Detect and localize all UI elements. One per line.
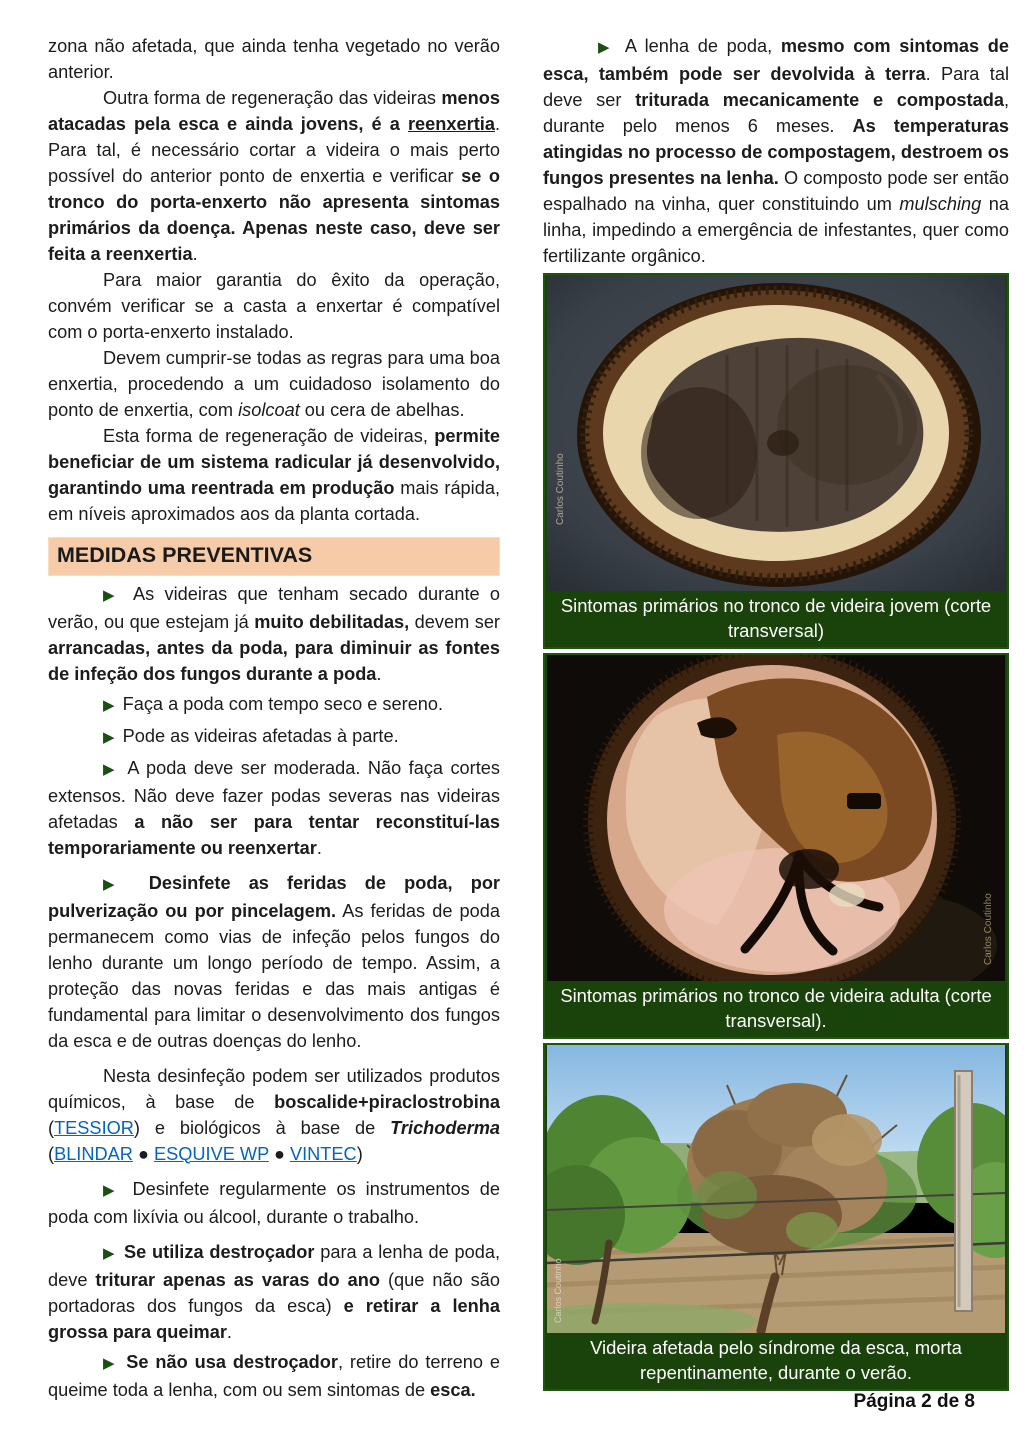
paragraph	[48, 33, 500, 85]
text-run: esca.	[430, 1379, 476, 1400]
bullet-arrow-icon: ▶	[103, 728, 123, 746]
text-run: para a lenha de poda, deve	[48, 1241, 501, 1290]
figure-caption: Sintomas primários no tronco de videira jovem (corte transversal)	[545, 591, 1007, 647]
bullet-paragraph	[543, 33, 1009, 269]
bullet-arrow-icon: ▶	[103, 1244, 125, 1262]
text-run: (que não são portadoras dos fungos da esca)	[48, 1269, 500, 1316]
text-run: permite beneficiar de um sistema radicular já desenvolvido, garantindo uma reentrada em produção	[48, 426, 500, 498]
text-run: (	[48, 1117, 55, 1138]
text-run: .	[316, 837, 322, 858]
figure-trunk-adult	[543, 653, 1009, 1039]
bullet-paragraph	[48, 870, 500, 1054]
trunk-adult-photo	[547, 655, 1005, 981]
text-run: Desinfete regularmente os instrumentos de poda com lixívia ou álcool, durante o trabalho.	[48, 1178, 500, 1227]
text-run: boscalide+piraclostrobina	[274, 1091, 500, 1112]
text-run: .	[192, 244, 198, 264]
link-vintec[interactable]: VINTEC	[289, 1143, 357, 1164]
bullet-paragraph	[48, 1239, 500, 1345]
text-run: Se utiliza destroçador	[124, 1241, 315, 1262]
bullet-paragraph	[48, 723, 500, 751]
text-run: mais rápida, em níveis aproximados aos da planta cortada.	[48, 478, 500, 524]
text-run: Outra forma de regeneração das videiras	[103, 88, 442, 108]
text-run: ) e biológicos à base de	[133, 1117, 391, 1138]
bullet-paragraph	[48, 1176, 500, 1230]
text-run: Esta forma de regeneração de videiras,	[103, 426, 435, 446]
text-run: )	[356, 1143, 363, 1164]
page-number: Página 2 de 8	[853, 1391, 975, 1412]
text-run: Faça a poda com tempo seco e sereno.	[122, 693, 444, 714]
text-run: (	[48, 1143, 55, 1164]
figure-trunk-young	[543, 273, 1009, 649]
trunk-young-photo	[547, 275, 1005, 591]
right-column	[543, 33, 1009, 1391]
text-run: Para maior garantia do êxito da operação, convém verificar se a casta a enxertar é compatível com o porta-enxerto instalado.	[48, 270, 500, 342]
text-run: Desinfete as feridas de poda, por pulverização ou por pincelagem.	[48, 872, 501, 921]
text-run: O composto pode ser então espalhado na vinha, quer constituindo um	[543, 168, 1009, 214]
trunk-adult-cross-section-illustration	[547, 655, 1005, 981]
text-run: ou cera de abelhas.	[299, 400, 465, 420]
bullet-arrow-icon: ▶	[103, 586, 134, 604]
bullet-paragraph	[48, 691, 500, 719]
text-run: . Para tal, é necessário cortar a videira o mais perto possível do anterior ponto de enxertia e verificar	[48, 114, 500, 186]
bullet-arrow-icon: ▶	[103, 696, 123, 714]
text-run: Pode as videiras afetadas à parte.	[122, 725, 399, 746]
text-run: A lenha de poda,	[624, 36, 781, 56]
bullet-paragraph	[48, 581, 500, 687]
text-run: isolcoat	[238, 400, 300, 420]
paragraph	[48, 267, 500, 345]
vineyard-illustration	[547, 1045, 1005, 1333]
right-column-text	[543, 33, 1009, 269]
bullet-paragraph	[48, 755, 500, 861]
bullet-paragraph	[48, 1349, 500, 1403]
bullet-arrow-icon: ▶	[103, 1181, 133, 1199]
paragraph	[48, 85, 500, 267]
text-run: mulsching	[899, 194, 982, 214]
text-run: , retire do terreno e queime toda a lenha, com ou sem sintomas de	[48, 1351, 500, 1400]
text-run: arrancadas, antes da poda, para diminuir as fontes de infeção dos fungos durante a poda	[48, 637, 500, 684]
text-run: triturar apenas as varas do ano	[95, 1269, 380, 1290]
text-run: As videiras que tenham secado durante o verão, ou que estejam já	[48, 583, 501, 632]
text-run: devem ser	[409, 611, 500, 632]
bullet-arrow-icon: ▶	[103, 1354, 127, 1372]
paragraph	[48, 345, 500, 423]
text-run: .	[226, 1321, 232, 1342]
photo-watermark: Carlos Coutinho	[553, 1258, 563, 1323]
left-column	[48, 33, 500, 1403]
bullet-arrow-icon: ▶	[103, 875, 149, 893]
figure-caption: Videira afetada pelo síndrome da esca, morta repentinamente, durante o verão.	[545, 1333, 1007, 1389]
text-run: ●	[268, 1143, 290, 1164]
text-run: menos atacadas pela esca e ainda jovens, é a	[48, 88, 500, 134]
text-run: e retirar a lenha grossa para queimar	[48, 1295, 500, 1342]
bullet-arrow-icon: ▶	[598, 39, 625, 56]
text-run: na linha, impedindo a emergência de infestantes, quer como fertilizante orgânico.	[543, 194, 1009, 266]
text-run: , durante pelo menos 6 meses.	[543, 90, 1009, 136]
text-run: reenxertia	[407, 114, 495, 134]
paragraph	[48, 1063, 500, 1167]
text-run: Devem cumprir-se todas as regras para uma boa enxertia, procedendo a um cuidadoso isolamento do ponto de enxertia, com	[48, 348, 500, 420]
text-run: Trichoderma	[390, 1117, 500, 1138]
text-run: . Para tal deve ser	[543, 64, 1009, 110]
bullet-arrow-icon: ▶	[103, 760, 128, 778]
photo-watermark: Carlos Coutinho	[555, 453, 566, 525]
text-run: ●	[132, 1143, 154, 1164]
text-run: As feridas de poda permanecem como vias de infeção pelos fungos do lenho durante um longo período de tempo. Assim, a proteção das novas feridas e das mais antigas é fundamental para limitar o desenvolvimento dos fungos da esca e de outras doenças do lenho.	[48, 900, 500, 1051]
text-run: se o tronco do porta-enxerto não apresenta sintomas primários da doença. Apenas neste caso, deve ser feita a reenxertia	[48, 166, 500, 264]
figure-vineyard	[543, 1043, 1009, 1391]
photo-watermark: Carlos Coutinho	[983, 893, 994, 965]
link-blindar[interactable]: BLINDAR	[54, 1143, 133, 1164]
trunk-young-cross-section-illustration	[547, 275, 1005, 591]
text-run: muito debilitadas,	[254, 611, 410, 632]
text-run: Se não usa destroçador	[126, 1351, 338, 1372]
vineyard-photo	[547, 1045, 1005, 1333]
text-run: As temperaturas atingidas no processo de compostagem, destroem os fungos presentes na lenha.	[543, 116, 1009, 188]
text-run: zona não afetada, que ainda tenha vegetado no verão anterior.	[48, 36, 500, 82]
text-run: triturada mecanicamente e compostada	[635, 90, 1004, 110]
link-tessior[interactable]: TESSIOR	[54, 1117, 134, 1138]
text-run: Nesta desinfeção podem ser utilizados produtos químicos, à base de	[48, 1065, 500, 1112]
text-run: A poda deve ser moderada. Não faça cortes extensos. Não deve fazer podas severas nas videiras afetadas	[48, 757, 500, 832]
text-run: .	[376, 663, 382, 684]
paragraph	[48, 423, 500, 527]
section-heading: MEDIDAS PREVENTIVAS	[48, 537, 500, 576]
text-run: mesmo com sintomas de esca, também pode ser devolvida à terra	[543, 36, 1009, 84]
link-esquive-wp[interactable]: ESQUIVE WP	[154, 1143, 269, 1164]
text-run: a não ser para tentar reconstituí-las temporariamente ou reenxertar	[48, 811, 500, 858]
figure-caption: Sintomas primários no tronco de videira adulta (corte transversal).	[545, 981, 1007, 1037]
